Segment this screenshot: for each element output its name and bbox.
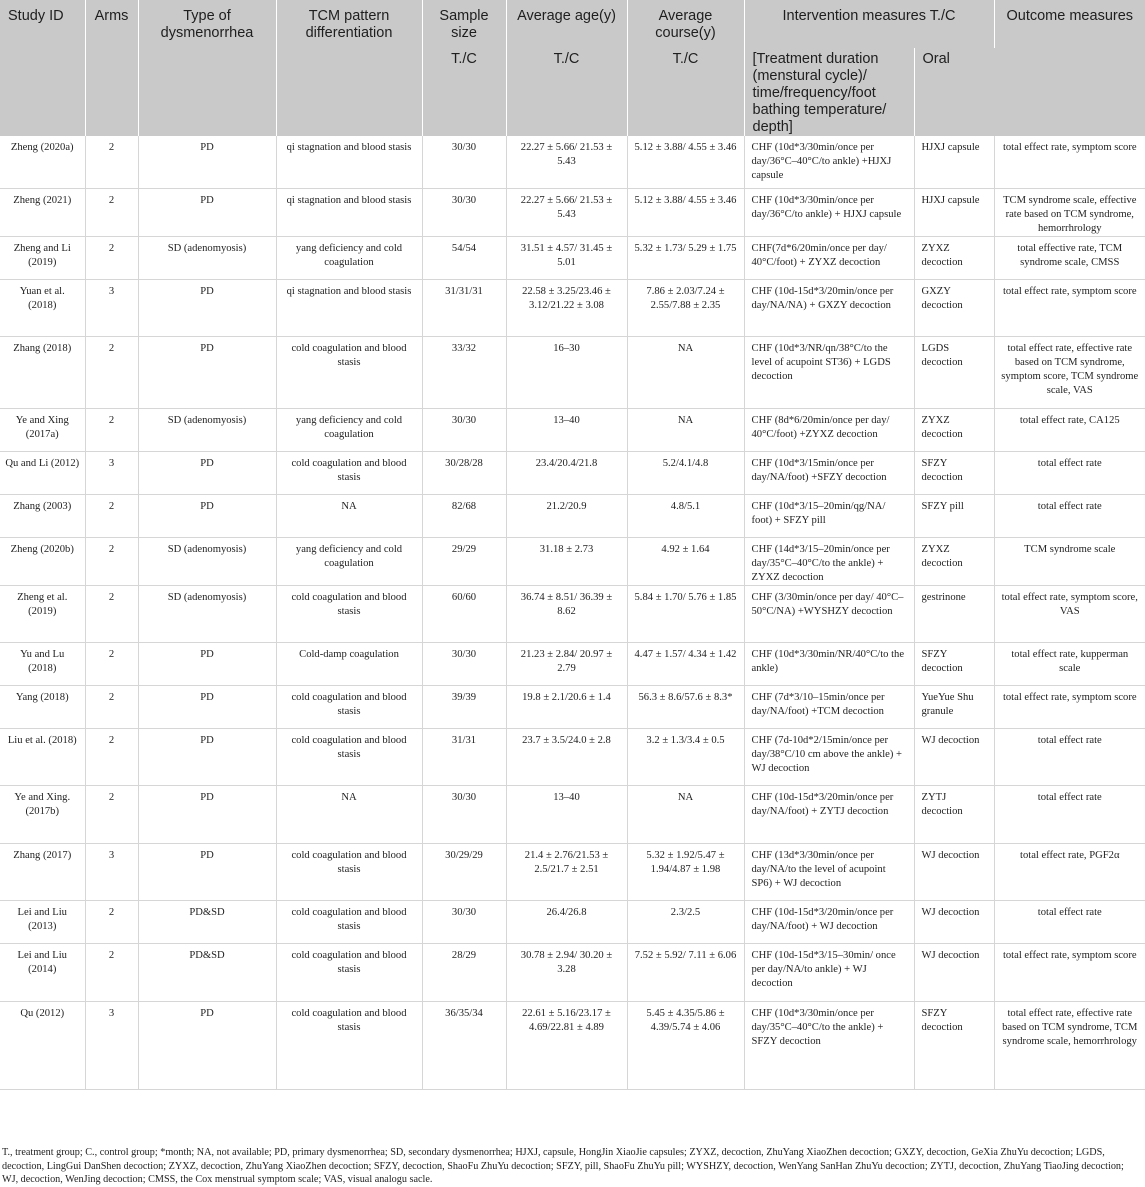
subheader-age: T./C: [506, 48, 627, 136]
cell-arms: 2: [85, 585, 138, 642]
cell-oral: WJ decoction: [914, 728, 994, 785]
cell-study-id: Zheng (2021): [0, 188, 85, 236]
cell-type: SD (adenomyosis): [138, 585, 276, 642]
table-row: [0, 188, 1145, 236]
table-row: [0, 336, 1145, 408]
cell-tcm-pattern: cold coagulation and blood stasis: [276, 336, 422, 408]
cell-oral: ZYTJ decoction: [914, 785, 994, 843]
header-intervention: Intervention measures T./C: [744, 0, 994, 48]
table-row: [0, 236, 1145, 279]
cell-average-age: 23.4/20.4/21.8: [506, 451, 627, 494]
table-row: [0, 451, 1145, 494]
cell-sample-size: 30/30: [422, 642, 506, 685]
cell-average-course: 4.92 ± 1.64: [627, 537, 744, 585]
cell-sample-size: 30/30: [422, 136, 506, 188]
cell-average-age: 16–30: [506, 336, 627, 408]
cell-average-course: 5.2/4.1/4.8: [627, 451, 744, 494]
cell-sample-size: 30/29/29: [422, 843, 506, 900]
cell-treatment: CHF (10d*3/NR/qn/38°C/to the level of acupoint ST36) + LGDS decoction: [744, 336, 914, 408]
cell-tcm-pattern: cold coagulation and blood stasis: [276, 451, 422, 494]
cell-type: PD: [138, 336, 276, 408]
cell-outcome: total effect rate, symptom score: [994, 943, 1145, 1001]
cell-study-id: Zhang (2018): [0, 336, 85, 408]
cell-average-course: 5.12 ± 3.88/ 4.55 ± 3.46: [627, 136, 744, 188]
cell-sample-size: 33/32: [422, 336, 506, 408]
cell-sample-size: 82/68: [422, 494, 506, 537]
table-footnote: T., treatment group; C., control group; *month; NA, not available; PD, primary dysmenorrhea; SD, secondary dysmenorrhea; HJXJ, capsule, HongJin XiaoJie capsules; ZYXZ, decoction, ZhuYang XiaoZhen decoction; GXZY, decoction, GeXia ZhuYu decoction; LGDS, decoction, LingGui DanShen decoction; ZYXZ, decoction, ZhuYang XiaoZhen decoction; SFZY, decoction, ShaoFu ZhuYu decoction; SFZY, pill, ShaoFu ZhuYu pill; WYSHZY, decoction, WenYang SanHan ZhuYu decoction; ZYTJ, decoction, ZhuYang TiaoJing decoction; WJ, decoction, WenJing decoction; CMSS, the Cox menstrual symptom scale; VAS, visual analogu sacle.: [2, 1147, 1124, 1185]
cell-sample-size: 36/35/34: [422, 1001, 506, 1089]
cell-treatment: CHF (10d-15d*3/20min/once per day/NA/NA) + GXZY decoction: [744, 279, 914, 336]
cell-average-age: 22.27 ± 5.66/ 21.53 ± 5.43: [506, 136, 627, 188]
cell-average-course: 5.84 ± 1.70/ 5.76 ± 1.85: [627, 585, 744, 642]
cell-treatment: CHF (10d-15d*3/20min/once per day/NA/foot) + ZYTJ decoction: [744, 785, 914, 843]
cell-arms: 3: [85, 1001, 138, 1089]
header-average-course: Average course(y): [627, 0, 744, 48]
cell-type: SD (adenomyosis): [138, 537, 276, 585]
cell-tcm-pattern: cold coagulation and blood stasis: [276, 585, 422, 642]
cell-average-course: 2.3/2.5: [627, 900, 744, 943]
cell-tcm-pattern: cold coagulation and blood stasis: [276, 685, 422, 728]
cell-tcm-pattern: cold coagulation and blood stasis: [276, 943, 422, 1001]
cell-sample-size: 30/28/28: [422, 451, 506, 494]
table-row: [0, 1001, 1145, 1089]
cell-arms: 2: [85, 408, 138, 451]
cell-average-age: 21.4 ± 2.76/21.53 ± 2.5/21.7 ± 2.51: [506, 843, 627, 900]
cell-treatment: CHF (3/30min/once per day/ 40°C–50°C/NA) +WYSHZY decoction: [744, 585, 914, 642]
cell-type: PD: [138, 1001, 276, 1089]
cell-arms: 3: [85, 451, 138, 494]
cell-tcm-pattern: Cold-damp coagulation: [276, 642, 422, 685]
cell-oral: SFZY decoction: [914, 642, 994, 685]
table-row: [0, 843, 1145, 900]
cell-study-id: Ye and Xing (2017a): [0, 408, 85, 451]
cell-outcome: TCM syndrome scale, effective rate based on TCM syndrome, hemorrhrology: [994, 188, 1145, 236]
cell-sample-size: 28/29: [422, 943, 506, 1001]
cell-sample-size: 39/39: [422, 685, 506, 728]
cell-oral: ZYXZ decoction: [914, 408, 994, 451]
cell-type: SD (adenomyosis): [138, 408, 276, 451]
cell-average-course: 5.32 ± 1.92/5.47 ± 1.94/4.87 ± 1.98: [627, 843, 744, 900]
cell-sample-size: 29/29: [422, 537, 506, 585]
cell-treatment: CHF (10d-15d*3/15–30min/ once per day/NA/to ankle) + WJ decoction: [744, 943, 914, 1001]
cell-average-age: 26.4/26.8: [506, 900, 627, 943]
cell-arms: 2: [85, 336, 138, 408]
cell-arms: 2: [85, 728, 138, 785]
cell-arms: 2: [85, 785, 138, 843]
cell-tcm-pattern: cold coagulation and blood stasis: [276, 728, 422, 785]
cell-sample-size: 60/60: [422, 585, 506, 642]
cell-oral: ZYXZ decoction: [914, 236, 994, 279]
cell-study-id: Zhang (2003): [0, 494, 85, 537]
header-row: [0, 0, 1145, 48]
cell-outcome: total effect rate, symptom score: [994, 685, 1145, 728]
cell-treatment: CHF (10d*3/15–20min/qg/NA/ foot) + SFZY pill: [744, 494, 914, 537]
cell-oral: WJ decoction: [914, 943, 994, 1001]
cell-arms: 2: [85, 537, 138, 585]
cell-outcome: total effect rate, symptom score: [994, 279, 1145, 336]
cell-tcm-pattern: yang deficiency and cold coagulation: [276, 236, 422, 279]
cell-outcome: total effect rate, effective rate based on TCM syndrome, TCM syndrome scale, hemorrhrology: [994, 1001, 1145, 1089]
cell-type: PD&SD: [138, 900, 276, 943]
header-study-id: Study ID: [0, 0, 85, 136]
cell-sample-size: 30/30: [422, 900, 506, 943]
cell-average-course: 5.32 ± 1.73/ 5.29 ± 1.75: [627, 236, 744, 279]
cell-outcome: total effect rate, symptom score, VAS: [994, 585, 1145, 642]
cell-study-id: Zheng (2020a): [0, 136, 85, 188]
cell-oral: LGDS decoction: [914, 336, 994, 408]
cell-outcome: total effect rate: [994, 900, 1145, 943]
cell-treatment: CHF (10d*3/30min/once per day/36°C/to ankle) + HJXJ capsule: [744, 188, 914, 236]
cell-outcome: TCM syndrome scale: [994, 537, 1145, 585]
cell-type: PD: [138, 785, 276, 843]
cell-oral: SFZY pill: [914, 494, 994, 537]
table-row: [0, 494, 1145, 537]
cell-average-course: 5.12 ± 3.88/ 4.55 ± 3.46: [627, 188, 744, 236]
cell-average-course: 5.45 ± 4.35/5.86 ± 4.39/5.74 ± 4.06: [627, 1001, 744, 1089]
cell-type: PD: [138, 728, 276, 785]
cell-outcome: total effect rate: [994, 494, 1145, 537]
cell-study-id: Lei and Liu (2014): [0, 943, 85, 1001]
cell-treatment: CHF (10d*3/30min/once per day/36°C–40°C/to ankle) +HJXJ capsule: [744, 136, 914, 188]
table-row: [0, 642, 1145, 685]
cell-tcm-pattern: yang deficiency and cold coagulation: [276, 537, 422, 585]
cell-treatment: CHF (7d*3/10–15min/once per day/NA/foot) +TCM decoction: [744, 685, 914, 728]
cell-average-course: 4.47 ± 1.57/ 4.34 ± 1.42: [627, 642, 744, 685]
cell-average-age: 31.51 ± 4.57/ 31.45 ± 5.01: [506, 236, 627, 279]
cell-tcm-pattern: qi stagnation and blood stasis: [276, 188, 422, 236]
cell-arms: 2: [85, 685, 138, 728]
cell-outcome: total effect rate: [994, 785, 1145, 843]
cell-treatment: CHF (14d*3/15–20min/once per day/35°C–40°C/to the ankle) + ZYXZ decoction: [744, 537, 914, 585]
cell-average-age: 22.61 ± 5.16/23.17 ± 4.69/22.81 ± 4.89: [506, 1001, 627, 1089]
cell-average-course: 4.8/5.1: [627, 494, 744, 537]
cell-outcome: total effect rate: [994, 728, 1145, 785]
header-outcome: Outcome measures: [994, 0, 1145, 136]
cell-average-course: 7.52 ± 5.92/ 7.11 ± 6.06: [627, 943, 744, 1001]
cell-tcm-pattern: qi stagnation and blood stasis: [276, 136, 422, 188]
header-type: Type of dysmenorrhea: [138, 0, 276, 136]
cell-outcome: total effect rate: [994, 451, 1145, 494]
cell-average-age: 19.8 ± 2.1/20.6 ± 1.4: [506, 685, 627, 728]
subheader-treatment: [Treatment duration (menstural cycle)/ time/frequency/foot bathing temperature/ depth]: [744, 48, 914, 136]
cell-oral: ZYXZ decoction: [914, 537, 994, 585]
table-row: [0, 685, 1145, 728]
cell-arms: 2: [85, 900, 138, 943]
cell-arms: 3: [85, 843, 138, 900]
cell-study-id: Yang (2018): [0, 685, 85, 728]
cell-arms: 2: [85, 943, 138, 1001]
cell-tcm-pattern: NA: [276, 785, 422, 843]
cell-treatment: CHF (10d*3/30min/NR/40°C/to the ankle): [744, 642, 914, 685]
cell-average-course: NA: [627, 408, 744, 451]
table-row: [0, 585, 1145, 642]
cell-tcm-pattern: cold coagulation and blood stasis: [276, 1001, 422, 1089]
cell-average-course: 56.3 ± 8.6/57.6 ± 8.3*: [627, 685, 744, 728]
cell-outcome: total effective rate, TCM syndrome scale, CMSS: [994, 236, 1145, 279]
cell-average-age: 21.2/20.9: [506, 494, 627, 537]
cell-oral: gestrinone: [914, 585, 994, 642]
cell-outcome: total effect rate, symptom score: [994, 136, 1145, 188]
table-row: [0, 728, 1145, 785]
cell-average-age: 23.7 ± 3.5/24.0 ± 2.8: [506, 728, 627, 785]
subheader-course: T./C: [627, 48, 744, 136]
cell-average-course: 3.2 ± 1.3/3.4 ± 0.5: [627, 728, 744, 785]
cell-treatment: CHF (7d-10d*2/15min/once per day/38°C/10 cm above the ankle) + WJ decoction: [744, 728, 914, 785]
table-row: [0, 408, 1145, 451]
cell-oral: GXZY decoction: [914, 279, 994, 336]
table-row: [0, 279, 1145, 336]
cell-average-course: NA: [627, 336, 744, 408]
table-body: [0, 136, 1145, 1089]
cell-type: SD (adenomyosis): [138, 236, 276, 279]
cell-treatment: CHF(7d*6/20min/once per day/ 40°C/foot) + ZYXZ decoction: [744, 236, 914, 279]
cell-type: PD: [138, 451, 276, 494]
cell-study-id: Zheng (2020b): [0, 537, 85, 585]
cell-sample-size: 54/54: [422, 236, 506, 279]
cell-study-id: Yu and Lu (2018): [0, 642, 85, 685]
cell-study-id: Yuan et al. (2018): [0, 279, 85, 336]
cell-sample-size: 31/31: [422, 728, 506, 785]
cell-treatment: CHF (10d*3/30min/once per day/35°C–40°C/to the ankle) + SFZY decoction: [744, 1001, 914, 1089]
cell-type: PD: [138, 494, 276, 537]
cell-study-id: Qu (2012): [0, 1001, 85, 1089]
cell-oral: YueYue Shu granule: [914, 685, 994, 728]
cell-oral: HJXJ capsule: [914, 136, 994, 188]
cell-treatment: CHF (8d*6/20min/once per day/ 40°C/foot) +ZYXZ decoction: [744, 408, 914, 451]
table-row: [0, 537, 1145, 585]
cell-arms: 2: [85, 642, 138, 685]
cell-oral: SFZY decoction: [914, 1001, 994, 1089]
cell-average-age: 31.18 ± 2.73: [506, 537, 627, 585]
cell-study-id: Qu and Li (2012): [0, 451, 85, 494]
cell-oral: SFZY decoction: [914, 451, 994, 494]
subheader-oral: Oral: [914, 48, 994, 136]
cell-study-id: Liu et al. (2018): [0, 728, 85, 785]
cell-outcome: total effect rate, PGF2α: [994, 843, 1145, 900]
cell-average-course: NA: [627, 785, 744, 843]
header-sample-size: Sample size: [422, 0, 506, 48]
cell-type: PD: [138, 685, 276, 728]
table-row: [0, 900, 1145, 943]
cell-type: PD: [138, 136, 276, 188]
cell-oral: WJ decoction: [914, 843, 994, 900]
cell-arms: 2: [85, 236, 138, 279]
cell-tcm-pattern: qi stagnation and blood stasis: [276, 279, 422, 336]
cell-outcome: total effect rate, CA125: [994, 408, 1145, 451]
cell-treatment: CHF (10d*3/15min/once per day/NA/foot) +SFZY decoction: [744, 451, 914, 494]
cell-study-id: Zheng et al. (2019): [0, 585, 85, 642]
cell-treatment: CHF (10d-15d*3/20min/once per day/NA/foot) + WJ decoction: [744, 900, 914, 943]
cell-oral: HJXJ capsule: [914, 188, 994, 236]
header-tcm: TCM pattern differentiation: [276, 0, 422, 136]
cell-average-age: 13–40: [506, 408, 627, 451]
header-average-age: Average age(y): [506, 0, 627, 48]
cell-type: PD: [138, 279, 276, 336]
cell-tcm-pattern: cold coagulation and blood stasis: [276, 843, 422, 900]
cell-study-id: Zhang (2017): [0, 843, 85, 900]
table-row: [0, 943, 1145, 1001]
cell-average-course: 7.86 ± 2.03/7.24 ± 2.55/7.88 ± 2.35: [627, 279, 744, 336]
cell-study-id: Zheng and Li (2019): [0, 236, 85, 279]
cell-type: PD: [138, 188, 276, 236]
cell-average-age: 21.23 ± 2.84/ 20.97 ± 2.79: [506, 642, 627, 685]
cell-outcome: total effect rate, effective rate based on TCM syndrome, symptom score, TCM syndrome scale, VAS: [994, 336, 1145, 408]
cell-average-age: 22.27 ± 5.66/ 21.53 ± 5.43: [506, 188, 627, 236]
cell-arms: 2: [85, 188, 138, 236]
header-arms: Arms: [85, 0, 138, 136]
cell-average-age: 30.78 ± 2.94/ 30.20 ± 3.28: [506, 943, 627, 1001]
cell-tcm-pattern: yang deficiency and cold coagulation: [276, 408, 422, 451]
cell-type: PD&SD: [138, 943, 276, 1001]
cell-average-age: 22.58 ± 3.25/23.46 ± 3.12/21.22 ± 3.08: [506, 279, 627, 336]
cell-tcm-pattern: NA: [276, 494, 422, 537]
cell-sample-size: 30/30: [422, 408, 506, 451]
table-row: [0, 785, 1145, 843]
cell-oral: WJ decoction: [914, 900, 994, 943]
cell-study-id: Lei and Liu (2013): [0, 900, 85, 943]
cell-sample-size: 30/30: [422, 188, 506, 236]
cell-average-age: 36.74 ± 8.51/ 36.39 ± 8.62: [506, 585, 627, 642]
cell-arms: 2: [85, 136, 138, 188]
cell-sample-size: 30/30: [422, 785, 506, 843]
subheader-sample: T./C: [422, 48, 506, 136]
cell-arms: 2: [85, 494, 138, 537]
cell-arms: 3: [85, 279, 138, 336]
cell-average-age: 13–40: [506, 785, 627, 843]
table-row: [0, 136, 1145, 188]
cell-type: PD: [138, 843, 276, 900]
cell-study-id: Ye and Xing. (2017b): [0, 785, 85, 843]
cell-outcome: total effect rate, kupperman scale: [994, 642, 1145, 685]
cell-type: PD: [138, 642, 276, 685]
cell-tcm-pattern: cold coagulation and blood stasis: [276, 900, 422, 943]
cell-treatment: CHF (13d*3/30min/once per day/NA/to the level of acupoint SP6) + WJ decoction: [744, 843, 914, 900]
cell-sample-size: 31/31/31: [422, 279, 506, 336]
